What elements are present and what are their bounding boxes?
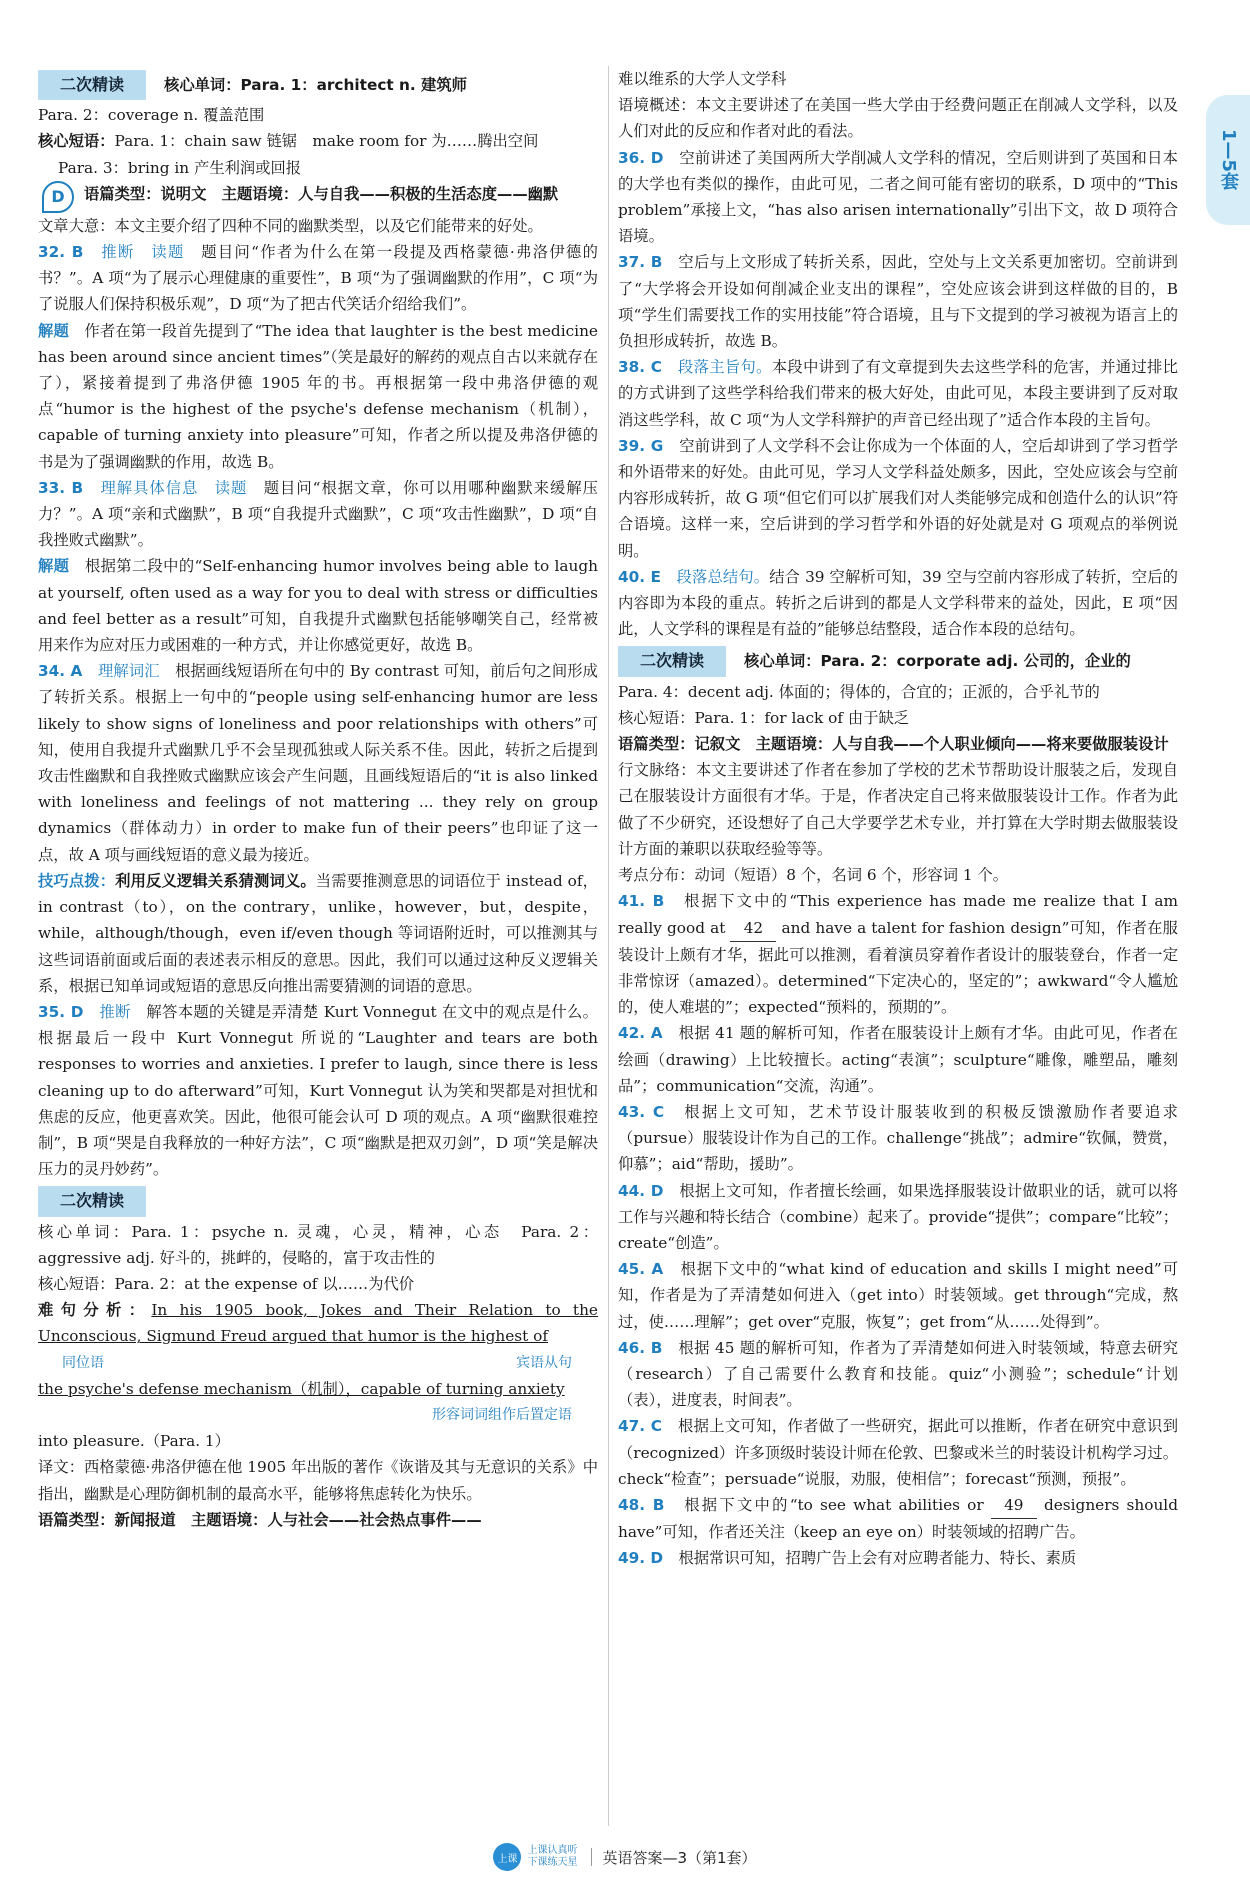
answer-32: 32. B 推断 读题 题目问“作者为什么在第一段提及西格蒙德·弗洛伊德的书？”。A 项“为了展示心理健康的重要性”，B 项“为了强调幽默的作用”，C 项“为了说服人们保持积极乐观”，D 项“为了把古代笑话介绍给我们”。 (38, 243, 598, 314)
answer-40: 40. E 段落总结句。结合 39 空解析可知，39 空与空前内容形成了转折，空后的内容即为本段的重点。转折之后讲到的都是人文学科带来的益处，因此，E 项“因此，人文学科的课程是有益的”能够总结整段，适合作本段的总结句。 (618, 567, 1178, 639)
answer-38: 38. C 段落主旨句。本段中讲到了有文章提到失去这些学科的危害，并通过排比的方式讲到了这些学科给我们带来的极大好处，由此可见，本段主要讲到了反对取消这些学科，故 C 项“为人文学科辩护的声音已经出现了”适合作本段的主旨句。 (618, 358, 1178, 429)
left-column (38, 66, 598, 1533)
answer-41: 41. B 根据下文中的“This experience has made me realize that I am really good at 42 and have a talent for fashion design”可知，作者在服装设计上颇有才华，据此可以推测，看着演员穿着作者设计的服装登台，作者一定非常惊讶（amazed）。determined“下定决心的，坚定的”；awkward“令人尴尬的，使人难堪的”；expected“预料的，预期的”。 (618, 892, 1178, 1017)
answer-37: 37. B 空后与上文形成了转折关系，因此，空处与上文关系更加密切。空前讲到了“大学将会开设如何削减企业支出的课程”，空处应该会讲到这样做的目的，B 项“学生们需要找工作的实用技能”符合语境，且与下文提到的学习被视为语言上的负担形成转折，故选 B。 (618, 253, 1178, 351)
answer-49: 49. D 根据常识可知，招聘广告上会有对应聘者能力、特长、素质 (618, 1549, 1077, 1568)
section-header-1 (38, 70, 598, 100)
hard-sentence-2: the psyche's defense mechanism（机制），capable of turning anxiety (38, 1379, 565, 1398)
section-tag: 二次精读 (38, 70, 146, 100)
column-divider (608, 66, 609, 1826)
answer-35: 35. D 推断 解答本题的关键是弄清楚 Kurt Vonnegut 在文中的观点是什么。根据最后一段中 Kurt Vonnegut 所说的“Laughter and tears are both responses to worries and anxieties. I prefer to laugh, since there is less cleaning up to do afterward”可知，Kurt Vonnegut 认为笑和哭都是对担忧和焦虑的反应，他更喜欢笑。因此，他很可能会认可 D 项的观点。A 项“幽默很难控制”，B 项“哭是自我释放的一种好方法”，C 项“幽默是把双刃剑”，D 项“笑是解决压力的灵丹妙药”。 (38, 1002, 598, 1179)
answer-42: 42. A 根据 41 题的解析可知，作者在服装设计上颇有才华。由此可见，作者在绘画（drawing）上比较擅长。acting“表演”；sculpture“雕像，雕塑品，雕刻品”；communication“交流，沟通”。 (618, 1024, 1178, 1095)
answer-33: 33. B 理解具体信息 读题 题目问“根据文章，你可以用哪种幽默来缓解压力？”。A 项“亲和式幽默”，B 项“自我提升式幽默”，C 项“攻击性幽默”，D 项“自我挫败式幽默”。 (38, 478, 598, 550)
logo-icon: 上课 (493, 1843, 521, 1871)
annotation-row-1: 同位语 宾语从句 (62, 1354, 572, 1371)
core-vocab-s3: 核心单词：Para. 2：corporate adj. 公司的，企业的 (744, 652, 1131, 671)
answer-46: 46. B 根据 45 题的解析可知，作者为了弄清楚如何进入时装领域，特意去研究（research）了自己需要什么教育和技能。quiz“小测验”；schedule“计划（表），进度表，时间表”。 (618, 1338, 1178, 1410)
passage-type-s3: 语篇类型：记叙文 主题语境：人与自我——个人职业倾向——将来要做服装设计 (618, 735, 1169, 754)
answer-44: 44. D 根据上文可知，作者擅长绘画，如果选择服装设计做职业的话，就可以将工作与兴趣和特长结合（combine）起来了。provide“提供”；compare“比较”；create“创造”。 (618, 1181, 1178, 1252)
answer-47: 47. C 根据上文可知，作者做了一些研究，据此可以推断，作者在研究中意识到（recognized）许多顶级时装设计师在伦敦、巴黎或米兰的时装设计机构学习过。check“检查”；persuade“说服，劝服，使相信”；forecast“预测，预报”。 (618, 1417, 1178, 1488)
hard-sentence-3: into pleasure.（Para. 1） (38, 1432, 230, 1451)
theme-continuation: 难以维系的大学人文学科 (618, 70, 787, 88)
core-phrase-s2: 核心短语：Para. 2：at the expense of 以……为代价 (38, 1274, 415, 1293)
solution-33: 解题 根据第二段中的“Self-enhancing humor involves being able to laugh at yourself, often used as a way for you to deal with stress or difficulties and feel better as a result”可知，自我提升式幽默包括能够嘲笑自己，经常被用来作为应对压力或困难的一种方式，并让你感觉更好，故选 B。 (38, 557, 598, 655)
passage-d-header (38, 181, 598, 213)
core-vocab-2: Para. 2：coverage n. 覆盖范围 (38, 106, 265, 125)
section-tag: 二次精读 (618, 646, 726, 676)
section-tag: 二次精读 (38, 1186, 146, 1216)
context-summary: 语境概述：本文主要讲述了在美国一些大学由于经费问题正在削减人文学科，以及人们对此的反应和作者对此的看法。 (618, 96, 1178, 141)
core-phrase: 核心短语：Para. 1：chain saw 链锯 make room for 为……腾出空间 (38, 132, 539, 151)
section-header-3 (618, 646, 1178, 676)
passage-summary: 文章大意：本文主要介绍了四种不同的幽默类型，以及它们能带来的好处。 (38, 216, 543, 235)
core-phrase-s3: 核心短语：Para. 1：for lack of 由于缺乏 (618, 708, 910, 727)
hard-sentence-1: 难句分析：In his 1905 book, Jokes and Their Relation to the Unconscious, Sigmund Freud argued that humor is the highest of (38, 1301, 598, 1346)
core-phrase-2: Para. 3：bring in 产生利润或回报 (58, 158, 302, 177)
page-footer (0, 1843, 1250, 1871)
footer-separator (591, 1848, 592, 1866)
annotation-row-2: 形容词词组作后置定语 (432, 1406, 572, 1423)
set-range-tab: 1—5套 (1206, 95, 1250, 225)
section-header-2 (38, 1186, 598, 1216)
answer-34: 34. A 理解词汇 根据画线短语所在句中的 By contrast 可知，前后句之间形成了转折关系。根据上一句中的“people using self-enhancing humor are less likely to show signs of loneliness and poor relationships with others”可知，使用自我提升式幽默几乎不会呈现孤独或人际关系不佳。因此，转折之后提到攻击性幽默和自我挫败式幽默应该会产生问题，且画线短语后的“it is also linked with loneliness and feelings of not mattering ... they rely on group dynamics（群体动力）in order to make fun of their peers”也印证了这一点，故 A 项与画线短语的意义最为接近。 (38, 662, 598, 864)
answer-43: 43. C 根据上文可知，艺术节设计服装收到的积极反馈激励作者要追求（pursue）服装设计作为自己的工作。challenge“挑战”；admire“钦佩，赞赏，仰慕”；aid“帮助，援助”。 (618, 1102, 1178, 1174)
passage-type: 语篇类型：说明文 主题语境：人与自我——积极的生活态度——幽默 (84, 184, 559, 203)
answer-39: 39. G 空前讲到了人文学科不会让你成为一个体面的人，空后却讲到了学习哲学和外语带来的好处。由此可见，学习人文学科益处颇多，因此，空处应该会与空前内容形成转折，故 G 项“但它们可以扩展我们对人类能够完成和创造什么的认识”符合语境。这样一来，空后讲到的学习哲学和外语的好处就是对 G 项观点的举例说明。 (618, 436, 1178, 560)
answer-48: 48. B 根据下文中的“to see what abilities or 49 designers should have”可知，作者还关注（keep an eye on）时装领域的招聘广告。 (618, 1492, 1178, 1545)
right-column (618, 66, 1178, 1572)
passage-type-s2: 语篇类型：新闻报道 主题语境：人与社会——社会热点事件—— (38, 1510, 482, 1529)
answer-45: 45. A 根据下文中的“what kind of education and skills I might need”可知，作者是为了弄清楚如何进入（get into）时装领域。get through“完成，熬过，使……理解”；get over“克服，恢复”；get from“从……处得到”。 (618, 1260, 1178, 1331)
passage-d-badge: D (42, 181, 74, 213)
test-points: 考点分布：动词（短语）8 个，名词 6 个，形容词 1 个。 (618, 866, 1009, 885)
translation: 译文：西格蒙德·弗洛伊德在他 1905 年出版的著作《诙谐及其与无意识的关系》中指出，幽默是心理防御机制的最高水平，能够将焦虑转化为快乐。 (38, 1458, 598, 1503)
core-vocab-s2: 核心单词：Para. 1：psyche n. 灵魂，心灵，精神，心态 Para. 2：aggressive adj. 好斗的，挑衅的，侵略的，富于攻击性的 (38, 1222, 598, 1267)
tip-34: 技巧点拨：利用反义逻辑关系猜测词义。当需要推测意思的词语位于 instead of，in contrast（to），on the contrary，unlike，however，but，despite，while，although/though，even if/even though 等词语附近时，可以推测其与这些词语前面或后面的表述表示相反的意思。因此，我们可以通过这种反义逻辑关系，根据已知单词或短语的意思反向推出需要猜测的词语的意思。 (38, 871, 598, 995)
core-vocab: 核心单词：Para. 1：architect n. 建筑师 (164, 76, 467, 94)
core-vocab-s3-2: Para. 4：decent adj. 体面的；得体的，合宜的；正派的，合乎礼节的 (618, 682, 1100, 701)
brand-slogan: 上课认真听 下课练天星 (527, 1845, 578, 1868)
answer-36: 36. D 空前讲述了美国两所大学削减人文学科的情况，空后则讲到了英国和日本的大学也有类似的操作，由此可见，二者之间可能有密切的联系，D 项中的“This problem”承接上文，“has also arisen internationally”引出下文，故 D 项符合语境。 (618, 148, 1178, 246)
text-flow: 行文脉络：本文主要讲述了作者在参加了学校的艺术节帮助设计服装之后，发现自己在服装设计方面很有才华。于是，作者决定自己将来做服装设计工作。作者为此做了不少研究，还设想好了自己大学要学艺术专业，并打算在大学时期去做服装设计方面的兼职以获取经验等等。 (618, 761, 1178, 858)
solution-32: 解题 作者在第一段首先提到了“The idea that laughter is the best medicine has been around since ancient times”（笑是最好的解药的观点自古以来就存在了），紧接着提到了弗洛伊德 1905 年的书。再根据第一段中弗洛伊德的观点“humor is the highest of the psyche's defense mechanism（机制），capable of turning anxiety into pleasure”可知，作者之所以提及弗洛伊德的书是为了强调幽默的作用，故选 B。 (38, 321, 598, 471)
page-label: 英语答案—3（第1套） (602, 1848, 757, 1867)
